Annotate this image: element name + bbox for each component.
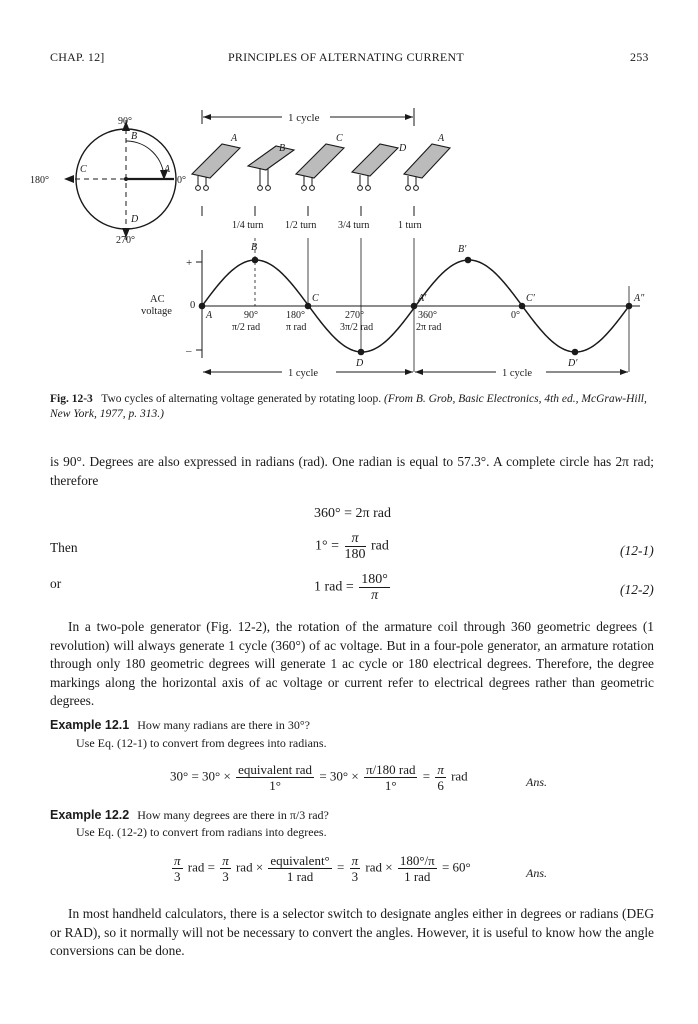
example-12-1-ans: Ans. (526, 775, 547, 789)
ex1-frac1-num: equivalent rad (238, 762, 313, 777)
equation-360-2pi: 360° = 2π rad (314, 506, 391, 521)
label-then: Then (50, 540, 78, 555)
label-90-deg: 90° (118, 116, 132, 127)
loop-label-1: B (279, 143, 286, 154)
ex2-term-e: = 60° (441, 859, 471, 875)
axis-plus: + (186, 257, 193, 269)
axis-label-voltage: voltage (141, 306, 172, 317)
label-270-deg: 270° (116, 235, 135, 246)
ex2-term-d: rad × (365, 859, 393, 875)
axis-zero: 0 (190, 300, 196, 311)
chapter-label: CHAP. 12] (50, 50, 105, 64)
loop-label-3: D (399, 143, 407, 154)
paragraph-radians-intro: is 90°. Degrees are also expressed in radians (rad). One radian is equal to 57.3°. A complete circle has 2π rad; therefore (50, 454, 654, 488)
ex2-frac0-num: π (174, 853, 181, 868)
loop-label-4: A (438, 133, 445, 144)
loop-c (296, 144, 344, 190)
ex2-frac1-den: 3 (222, 869, 229, 884)
ex2-frac3-den: 3 (351, 869, 359, 884)
point-d (358, 349, 365, 356)
wave-label-c-prime: C′ (526, 293, 535, 304)
point-c (305, 303, 312, 310)
example-12-1-label: Example 12.1 (50, 718, 130, 732)
figure-caption (50, 392, 654, 422)
label-or: or (50, 576, 62, 591)
bottom-cycle-label-1: 1 cycle (288, 368, 319, 379)
eq2-numerator: 180° (361, 572, 388, 587)
wave-label-b: B (251, 242, 258, 253)
axis-minus: – (186, 345, 192, 357)
ex1-frac3-num: π (437, 762, 444, 777)
loop-a-return (404, 144, 450, 190)
ex2-frac2-den: 1 rad (286, 869, 314, 884)
deg-label-360: 360° (418, 310, 437, 321)
turn-label-half: 1/2 turn (285, 220, 317, 231)
point-b (252, 257, 259, 264)
eq1-lhs: 1° = (315, 538, 339, 554)
bottom-cycle-dimensions (203, 368, 628, 379)
ex1-frac3-den: 6 (437, 778, 444, 793)
paragraph-generator-poles: In a two-pole generator (Fig. 12-2), the rotation of the armature coil through 360 geometric degrees (1 revolution) will always generate 1 cycle (360°) of ac voltage. But in a four-pole generator, an armature rotation through only 180 geometric degrees will generate 1 ac cycle or 180 electrical degrees. Therefore, the degree markings along the horizontal axis of ac voltage or current refer to electrical degrees rather than geometric degrees. (50, 619, 654, 708)
point-a-double-prime (626, 303, 633, 310)
paragraph-calculator-note: In most handheld calculators, there is a selector switch to designate angles either in degrees or radians (DEG or RAD), so it normally will not be necessary to convert the angles. However, it is useful to know how the angle conversions can be done. (50, 906, 654, 958)
wave-label-c: C (312, 293, 319, 304)
wave-label-d: D (356, 358, 364, 369)
equation-12-1 (315, 531, 389, 562)
loop-d (352, 144, 398, 190)
ex2-frac2-num: equivalent° (270, 853, 330, 868)
rad-label-half-pi: π/2 rad (232, 322, 261, 333)
example-12-2-heading (50, 808, 329, 823)
example-12-1-instruction: Use Eq. (12-1) to convert from degrees into radians. (76, 736, 327, 750)
page-running-title: PRINCIPLES OF ALTERNATING CURRENT (228, 50, 464, 64)
rad-label-two-pi: 2π rad (416, 322, 442, 333)
ex1-frac2-num: π/180 rad (365, 762, 416, 777)
equation-number-12-2: (12-2) (620, 582, 654, 597)
bottom-cycle-label-2: 1 cycle (502, 368, 533, 379)
example-12-1-heading (50, 718, 310, 733)
point-d-prime (572, 349, 579, 356)
equation-12-2 (314, 572, 392, 603)
ex1-frac1-den: 1° (269, 778, 281, 793)
figure-12-3 (0, 0, 698, 390)
deg-label-180: 180° (286, 310, 305, 321)
top-cycle-dimension (202, 108, 414, 126)
ex1-term-a: 30° = 30° × (170, 768, 231, 784)
top-cycle-label: 1 cycle (288, 112, 320, 124)
equation-number-12-1: (12-1) (620, 543, 654, 558)
wave-label-a-double-prime: A″ (634, 293, 645, 304)
circle-point-a: A (164, 164, 171, 175)
eq2-lhs: 1 rad = (314, 579, 354, 595)
axis-label-ac: AC (150, 294, 165, 305)
circle-point-d: D (131, 214, 139, 225)
deg-label-90: 90° (244, 310, 258, 321)
example-12-2-label: Example 12.2 (50, 808, 130, 822)
ex2-term-c: = (337, 859, 345, 875)
example-12-2-question: How many degrees are there in π/3 rad? (137, 808, 329, 822)
caption-source: (From B. Grob, Basic Electronics, 4th ed., McGraw-Hill, New York, 1977, p. 313.) (50, 393, 647, 420)
eq2-denominator: π (371, 588, 379, 603)
ex2-term-b: rad × (235, 859, 264, 875)
turn-label-full: 1 turn (398, 220, 422, 231)
caption-label: Fig. 12-3 (50, 393, 93, 405)
label-180-deg: 180° (30, 175, 49, 186)
circle-point-b: B (131, 131, 138, 142)
wave-label-d-prime: D′ (568, 358, 578, 369)
ex2-frac4-num: 180°/π (399, 853, 435, 868)
ex2-frac4-den: 1 rad (404, 869, 431, 884)
wave-label-a-prime: A′ (418, 293, 427, 304)
ex1-frac2-den: 1° (384, 778, 397, 793)
example-12-1-solution (170, 762, 468, 793)
example-12-2-ans: Ans. (526, 866, 547, 880)
wave-label-a: A (206, 310, 213, 321)
ex1-term-b: = 30° × (319, 768, 359, 784)
label-0-deg: 0° (177, 175, 186, 186)
ex2-frac0-den: 3 (174, 869, 181, 884)
point-b-prime (465, 257, 472, 264)
ex2-frac1-num: π (222, 853, 229, 868)
page-number: 253 (630, 50, 649, 64)
point-a-prime (411, 303, 418, 310)
waveform-axes (141, 238, 640, 372)
loop-a (192, 144, 240, 190)
caption-text: Two cycles of alternating voltage generated by rotating loop. (101, 393, 382, 405)
turn-label-quarter: 1/4 turn (232, 220, 264, 231)
deg-label-270: 270° (345, 310, 364, 321)
radian-labels (232, 322, 441, 333)
circle-point-c: C (80, 164, 87, 175)
eq1-denominator: 180 (344, 547, 366, 562)
wave-label-zero-deg: 0° (511, 310, 520, 321)
rad-label-three-half-pi: 3π/2 rad (340, 322, 374, 333)
loop-b (248, 146, 294, 190)
ex2-frac3-num: π (351, 853, 359, 868)
loop-label-2: C (336, 133, 343, 144)
rotating-loops (192, 133, 450, 190)
wave-label-b-prime: B′ (458, 244, 467, 255)
eq1-numerator: π (345, 531, 366, 547)
rad-label-pi: π rad (286, 322, 307, 333)
turn-label-three-quarter: 3/4 turn (338, 220, 370, 231)
point-c-prime (519, 303, 526, 310)
point-a-start (199, 303, 206, 310)
ex2-term-a: rad = (187, 859, 215, 875)
rotation-circle-diagram (30, 116, 186, 246)
turn-labels (202, 206, 422, 231)
ex1-term-c: = (422, 768, 431, 784)
example-12-2-solution (170, 853, 471, 884)
example-12-2-instruction: Use Eq. (12-2) to convert from radians into degrees. (76, 825, 327, 839)
loop-label-0: A (231, 133, 238, 144)
example-12-1-question: How many radians are there in 30°? (137, 718, 310, 732)
eq1-unit: rad (371, 538, 389, 554)
ex1-unit: rad (451, 768, 468, 784)
